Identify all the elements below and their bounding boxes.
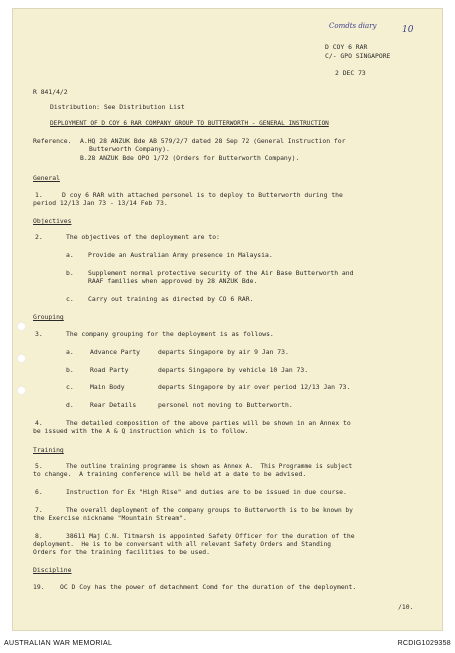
para-number: 5. [35,462,43,470]
continuation-marker: /10. [398,603,414,611]
objective-a: Provide an Australian Army presence in Malaysia. [88,251,273,259]
para-3-text: The company grouping for the deployment is as follows. [66,330,274,338]
para-4-text: The detailed composition of the above parties will be shown in an Annex to [66,419,351,427]
group-name: Road Party [90,366,129,374]
handwritten-page-number: 10 [402,25,414,35]
para-number: 19. [33,583,45,591]
punch-hole [17,322,26,331]
group-detail: departs Singapore by air over period 12/13 Jan 73. [158,383,351,391]
para-5-text: The outline training programme is shown as Annex A. This Programme is subject [66,463,353,470]
header-address: C/- GPO SINGAPORE [325,52,391,60]
para-8-text: 38611 Maj C.N. Titmarsh is appointed Safety Officer for the duration of the [66,532,355,540]
distribution-line: Distribution: See Distribution List [50,103,185,111]
punch-hole [17,354,26,363]
heading-training: Training [33,446,64,454]
header-unit: D COY 6 RAR [325,43,368,51]
heading-general: General [33,174,60,182]
para-number: 6. [35,488,43,496]
para-1-cont: period 12/13 Jan 73 - 13/14 Feb 73. [33,199,168,207]
archive-id: RCDIG1029358 [397,640,451,647]
para-8-cont: Orders for the training facilities to be used. [33,548,210,556]
punch-hole [17,386,26,395]
objective-b: Supplement normal protective security of the Air Base Butterworth and [88,269,354,277]
sub-label: d. [66,401,74,409]
sub-label: b. [66,269,74,277]
para-number: 3. [35,330,43,338]
group-name: Rear Details [90,401,137,409]
para-5-cont: to change. A training conference will be held at a date to be advised. [33,470,307,478]
group-detail: departs Singapore by air 9 Jan 73. [158,348,289,356]
sub-label: c. [66,383,74,391]
para-7-cont: the Exercise nickname "Mountain Stream". [33,514,187,522]
archive-credit: AUSTRALIAN WAR MEMORIAL [4,640,113,647]
reference-a-cont: Butterworth Company). [89,145,170,153]
sub-label: a. [66,348,74,356]
para-4-cont: be issued with the A & Q instruction which is to follow. [33,427,249,435]
document-title: DEPLOYMENT OF D COY 6 RAR COMPANY GROUP TO BUTTERWORTH - GENERAL INSTRUCTION [50,120,329,127]
sub-label: a. [66,251,74,259]
para-7-text: The overall deployment of the company groups to Butterworth is to be known by [66,507,353,514]
reference-a: A.HQ 28 ANZUK Bde AB 579/2/7 dated 28 Sep 72 (General Instruction for [80,137,346,145]
header-date: 2 DEC 73 [335,69,366,77]
heading-objectives: Objectives [33,217,72,225]
heading-discipline: Discipline [33,566,72,574]
para-number: 7. [35,506,43,514]
para-1-text: D coy 6 RAR with attached personel is to deploy to Butterworth during the [62,191,343,199]
para-9-text: OC D Coy has the power of detachment Comd for the duration of the deployment. [60,583,357,591]
reference-b: B.28 ANZUK Bde OPO 1/72 (Orders for Butterworth Company). [80,154,300,162]
para-number: 1. [35,191,43,199]
para-number: 2. [35,233,43,241]
para-number: 4. [35,419,43,427]
group-name: Main Body [90,383,125,391]
para-number: 8. [35,532,43,540]
objective-b-cont: RAAF families when approved by 28 ANZUK Bde. [88,277,258,285]
para-2-text: The objectives of the deployment are to: [66,233,220,241]
reference-label: Reference. [33,137,72,145]
group-name: Advance Party [90,348,141,356]
para-8-cont: deployment. He is to be conversant with all relevant Safety Orders and Standing [33,541,332,548]
group-detail: personel not moving to Butterworth. [158,401,293,409]
para-6-text: Instruction for Ex "High Rise" and duties are to be issued in due course. [66,488,347,496]
file-reference: R 841/4/2 [33,88,68,96]
heading-grouping: Grouping [33,313,64,321]
group-detail: departs Singapore by vehicle 10 Jan 73. [158,366,309,374]
objective-c: Carry out training as directed by CO 6 RAR. [88,295,254,303]
handwritten-note: Comdts diary [329,22,377,30]
sub-label: c. [66,295,74,303]
sub-label: b. [66,366,74,374]
